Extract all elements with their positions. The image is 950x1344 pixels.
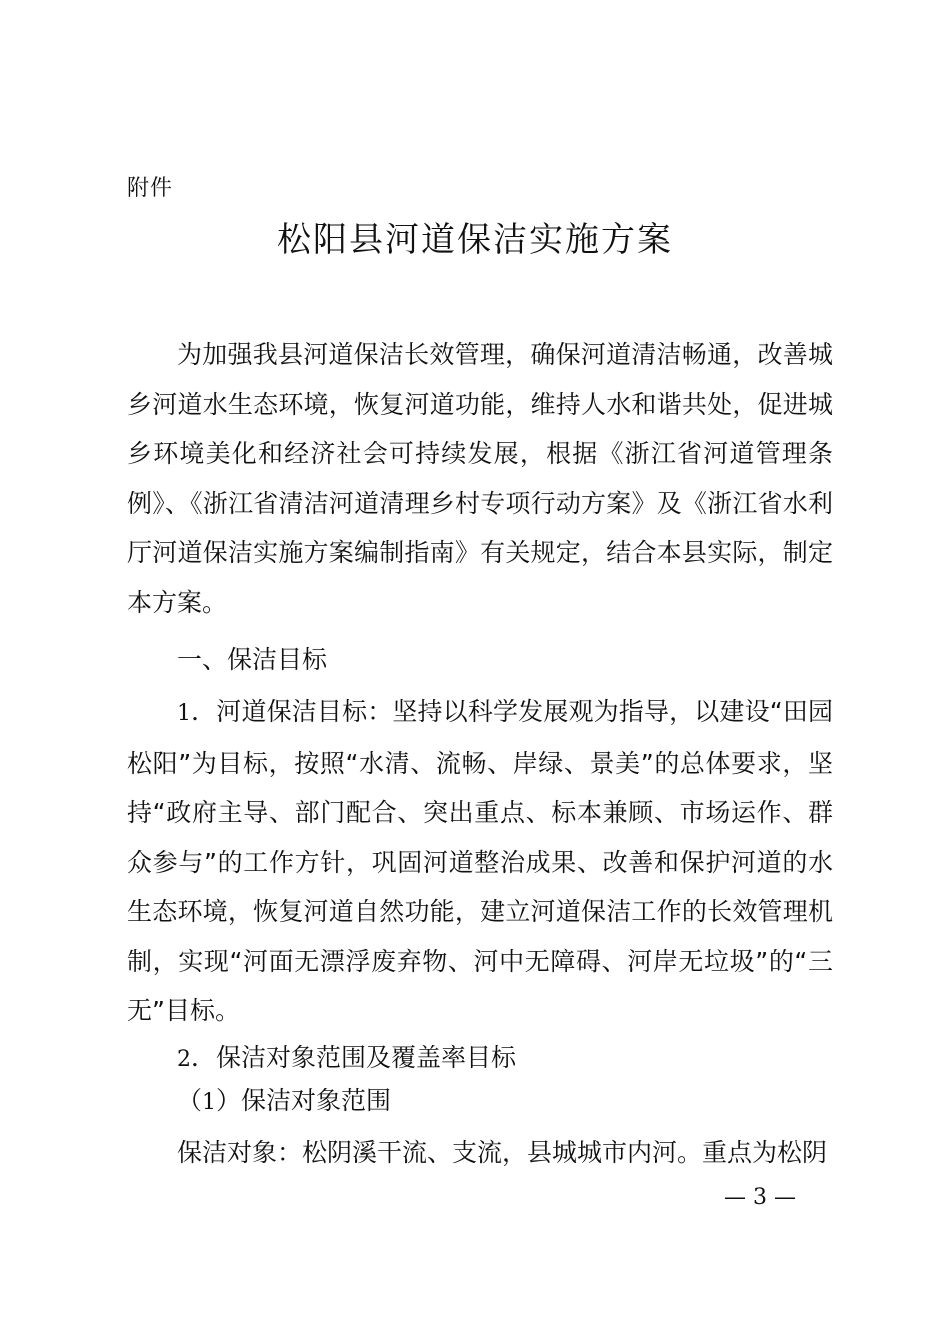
goal-1-text: ．河道保洁目标：坚持以科学发展观为指导，以建设“田园松阳”为目标，按照“水清、流畅、岸绿、景美”的总体要求，坚持“政府主导、部门配合、突出重点、标本兼顾、市场运作、群众参与”的工作方针，巩固河道整治成果、改善和保护河道的水生态环境，恢复河道自然功能，建立河道保洁工作的长效管理机制，实现“河面无漂浮废弃物、河中无障碍、河岸无垃圾”的“三无”目标。: [127, 697, 833, 1025]
goal-2-heading: [177, 1037, 516, 1081]
scope-paragraph: 保洁对象：松阴溪干流、支流，县城城市内河。重点为松阴: [177, 1138, 828, 1167]
subsection-1-heading: [177, 1080, 391, 1124]
document-title: 松阳县河道保洁实施方案: [277, 220, 673, 260]
goal-1-number: 1: [177, 701, 191, 726]
subsection-1-open-paren: （: [177, 1086, 203, 1115]
intro-paragraph: 为加强我县河道保洁长效管理，确保河道清洁畅通，改善城乡河道水生态环境，恢复河道功能，维持人水和谐共处，促进城乡环境美化和经济社会可持续发展，根据《浙江省河道管理条例》、《浙江省清洁河道清理乡村专项行动方案》及《浙江省水利厅河道保洁实施方案编制指南》有关规定，结合本县实际，制定本方案。: [127, 340, 833, 617]
subsection-1-number: 1: [202, 1090, 217, 1115]
goal-1-paragraph: [127, 687, 833, 1036]
page-number: — 3 —: [724, 1185, 796, 1210]
section-heading-goals: 一、保洁目标: [177, 645, 328, 674]
goal-2-number: 2: [177, 1047, 191, 1072]
attachment-label: 附件: [127, 176, 174, 201]
goal-2-text: ．保洁对象范围及覆盖率目标: [191, 1043, 517, 1072]
subsection-1-text: ）保洁对象范围: [216, 1086, 392, 1115]
